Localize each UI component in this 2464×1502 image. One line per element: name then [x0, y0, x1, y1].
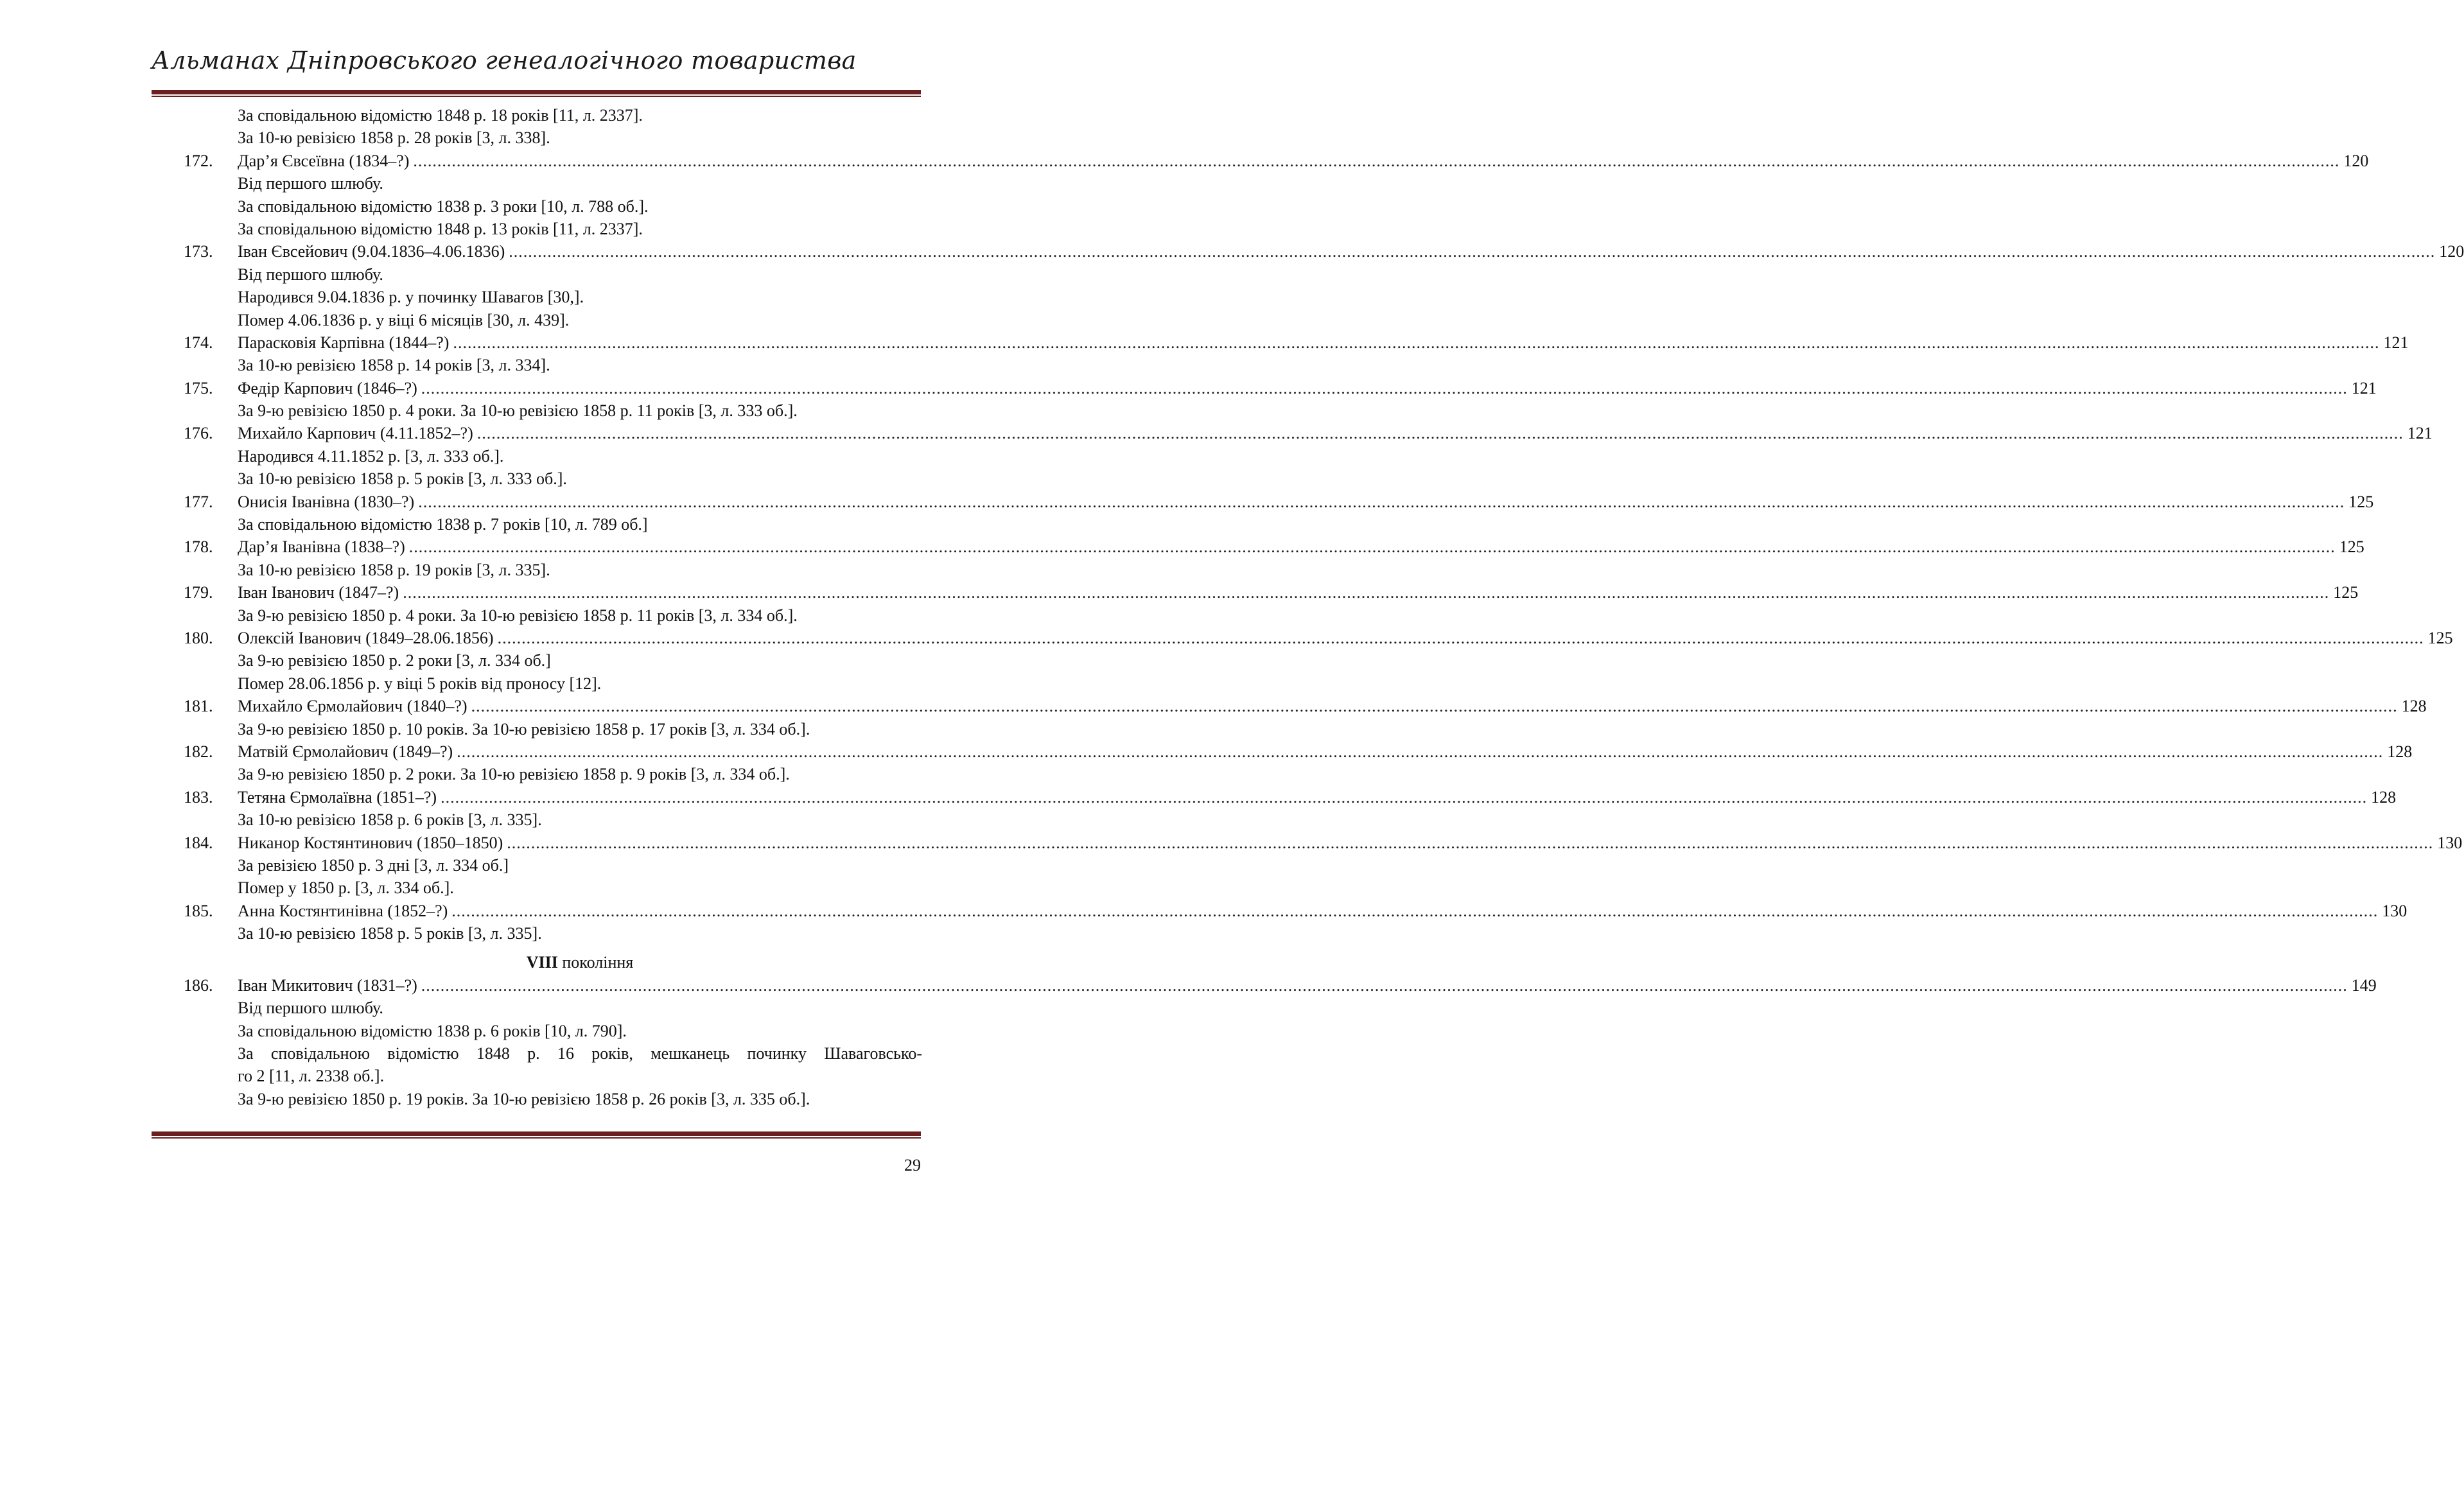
entry-number: 177.: [184, 492, 213, 511]
entry-detail: За сповідальною відомістю 1838 р. 7 років [10, л. 789 об.]: [238, 515, 648, 534]
entry-name: Олексій Іванович (1849–28.06.1856): [238, 628, 494, 647]
entry-page: 120: [2343, 151, 2369, 170]
entry-name: Парасковія Карпівна (1844–?): [238, 333, 450, 352]
entry-detail: За 10-ю ревізією 1858 р. 5 років [3, л. 335].: [238, 924, 542, 943]
entry-name: Онисія Іванівна (1830–?): [238, 492, 415, 511]
entry-detail: За сповідальною відомістю 1838 р. 6 років [10, л. 790].: [238, 1021, 627, 1040]
entry-detail: Помер 28.06.1856 р. у віці 5 років від проносу [12].: [238, 674, 602, 693]
entry-detail: Народився 9.04.1836 р. у починку Шавагов [30,].: [238, 288, 584, 307]
dot-leader: ................................................................................................................................................................................................................................................................................................................................................................................................................: [421, 975, 2348, 995]
entry-page: 130: [2382, 901, 2407, 920]
entry-detail: Помер у 1850 р. [3, л. 334 об.].: [238, 878, 454, 898]
entry-heading: [184, 695, 2427, 717]
entry-number: 174.: [184, 333, 213, 352]
entry-number: 178.: [184, 537, 213, 557]
entry-detail: За сповідальною відомістю 1838 р. 3 роки [10, л. 788 об.].: [238, 196, 649, 216]
entry-heading: [184, 491, 2374, 513]
dot-leader: ................................................................................................................................................................................................................................................................................................................................................................................................................: [507, 833, 2434, 852]
dot-leader: ................................................................................................................................................................................................................................................................................................................................................................................................................: [421, 378, 2348, 397]
entry-detail: За 9-ю ревізією 1850 р. 2 роки [3, л. 334 об.]: [238, 651, 551, 670]
entry-name: Федір Карпович (1846–?): [238, 378, 417, 397]
entry-heading: [184, 331, 2409, 354]
section-roman: VIII: [526, 953, 558, 972]
entry-number: 181.: [184, 697, 213, 716]
footer-rule: [152, 1131, 921, 1139]
entry-number: 175.: [184, 378, 213, 397]
entry-number: 179.: [184, 583, 213, 602]
entry-detail: Народився 4.11.1852 р. [3, л. 333 об.].: [238, 446, 504, 466]
entry-detail: Від першого шлюбу.: [238, 999, 383, 1018]
dot-leader: ................................................................................................................................................................................................................................................................................................................................................................................................................: [413, 151, 2340, 170]
entry-heading: [184, 900, 2407, 922]
entry-page: 128: [2387, 742, 2413, 761]
entry-detail: За 10-ю ревізією 1858 р. 5 років [3, л. 333 об.].: [238, 469, 567, 489]
entry-page: 121: [2383, 333, 2409, 352]
dot-leader: ................................................................................................................................................................................................................................................................................................................................................................................................................: [509, 242, 2436, 261]
section-label: покоління: [562, 953, 634, 972]
entry-name: Іван Микитович (1831–?): [238, 975, 417, 995]
dot-leader: ................................................................................................................................................................................................................................................................................................................................................................................................................: [453, 333, 2380, 352]
dot-leader: ................................................................................................................................................................................................................................................................................................................................................................................................................: [497, 628, 2424, 647]
entry-number: 182.: [184, 742, 213, 761]
entry-detail: За 9-ю ревізією 1850 р. 10 років. За 10-ю ревізією 1858 р. 17 років [3, л. 334 об.].: [238, 719, 810, 738]
entry-page: 125: [2333, 583, 2359, 602]
entry-page: 128: [2401, 697, 2427, 716]
entry-name: Тетяна Єрмолаївна (1851–?): [238, 787, 437, 807]
dot-leader: ................................................................................................................................................................................................................................................................................................................................................................................................................: [457, 742, 2384, 761]
entry-number: 183.: [184, 787, 213, 807]
entry-detail: За 10-ю ревізією 1858 р. 28 років [3, л. 338].: [238, 128, 550, 148]
entry-detail: За 9-ю ревізією 1850 р. 2 роки. За 10-ю ревізією 1858 р. 9 років [3, л. 334 об.].: [238, 765, 790, 784]
entry-page: 125: [2348, 492, 2374, 511]
entry-heading: [184, 422, 2433, 444]
entry-detail: За 10-ю ревізією 1858 р. 19 років [3, л. 335].: [238, 560, 550, 579]
entry-number: 173.: [184, 242, 213, 261]
dot-leader: ................................................................................................................................................................................................................................................................................................................................................................................................................: [403, 583, 2330, 602]
entry-detail: За сповідальною відомістю 1848 р. 13 років [11, л. 2337].: [238, 219, 643, 238]
entry-detail: Помер 4.06.1836 р. у віці 6 місяців [30, л. 439].: [238, 310, 570, 329]
entry-detail: За ревізією 1850 р. 3 дні [3, л. 334 об.]: [238, 855, 509, 875]
entry-heading: [184, 377, 2377, 399]
entry-name: Михайло Єрмолайович (1840–?): [238, 697, 467, 716]
entry-heading: [184, 832, 2463, 854]
dot-leader: ................................................................................................................................................................................................................................................................................................................................................................................................................: [408, 537, 2336, 557]
entry-name: Дар’я Євсеївна (1834–?): [238, 151, 410, 170]
entry-number: 172.: [184, 151, 213, 170]
entry-page: 128: [2371, 787, 2397, 807]
dot-leader: ................................................................................................................................................................................................................................................................................................................................................................................................................: [471, 697, 2398, 716]
entry-heading: [184, 627, 2453, 649]
entry-name: Іван Євсейович (9.04.1836–4.06.1836): [238, 242, 505, 261]
entry-detail: Від першого шлюбу.: [238, 265, 383, 284]
entry-heading: [184, 786, 2397, 808]
entry-name: Никанор Костянтинович (1850–1850): [238, 833, 503, 852]
entry-heading: [184, 150, 2369, 172]
entry-number: 185.: [184, 901, 213, 920]
entry-detail: За 9-ю ревізією 1850 р. 4 роки. За 10-ю ревізією 1858 р. 11 років [3, л. 333 об.].: [238, 401, 798, 421]
page-number: 29: [904, 1156, 921, 1175]
dot-leader: ................................................................................................................................................................................................................................................................................................................................................................................................................: [418, 492, 2345, 511]
header-rule: [152, 90, 921, 98]
entry-detail: За 9-ю ревізією 1850 р. 19 років. За 10-ю ревізією 1858 р. 26 років [3, л. 335 об.].: [238, 1089, 810, 1108]
entry-list: [184, 104, 2464, 1110]
entry-page: 125: [2339, 537, 2364, 557]
entry-name: Іван Іванович (1847–?): [238, 583, 399, 602]
entry-detail: го 2 [11, л. 2338 об.].: [238, 1067, 385, 1086]
entry-heading: [184, 240, 2464, 263]
dot-leader: ................................................................................................................................................................................................................................................................................................................................................................................................................: [441, 787, 2368, 807]
entry-detail: За 9-ю ревізією 1850 р. 4 роки. За 10-ю ревізією 1858 р. 11 років [3, л. 334 об.].: [238, 606, 798, 625]
entry-page: 149: [2351, 975, 2377, 995]
section-heading: [184, 951, 922, 974]
entry-detail: За сповідальною відомістю 1848 р. 18 років [11, л. 2337].: [238, 106, 643, 125]
entry-name: Михайло Карпович (4.11.1852–?): [238, 424, 473, 443]
entry-page: 120: [2439, 242, 2464, 261]
entry-detail: За сповідальною відомістю 1848 р. 16 років, мешканець починку Шаваговсько-: [238, 1044, 922, 1063]
dot-leader: ................................................................................................................................................................................................................................................................................................................................................................................................................: [451, 901, 2379, 920]
entry-heading: [184, 536, 2364, 558]
entry-name: Дар’я Іванівна (1838–?): [238, 537, 405, 557]
running-header: Альманах Дніпровського генеалогічного товариства: [152, 46, 857, 74]
entry-number: 186.: [184, 975, 213, 995]
entry-name: Матвій Єрмолайович (1849–?): [238, 742, 453, 761]
entry-page: 125: [2427, 628, 2453, 647]
entry-heading: [184, 740, 2413, 763]
entry-page: 130: [2437, 833, 2463, 852]
entry-page: 121: [2351, 378, 2377, 397]
entry-heading: [184, 974, 2377, 997]
entry-number: 176.: [184, 424, 213, 443]
entry-name: Анна Костянтинівна (1852–?): [238, 901, 448, 920]
dot-leader: ................................................................................................................................................................................................................................................................................................................................................................................................................: [476, 424, 2404, 443]
entry-page: 121: [2407, 424, 2433, 443]
entry-detail: За 10-ю ревізією 1858 р. 14 років [3, л. 334].: [238, 356, 550, 375]
entry-number: 184.: [184, 833, 213, 852]
entry-detail: Від першого шлюбу.: [238, 174, 383, 193]
entry-number: 180.: [184, 628, 213, 647]
entry-detail: За 10-ю ревізією 1858 р. 6 років [3, л. 335].: [238, 810, 542, 830]
entry-heading: [184, 581, 2359, 604]
